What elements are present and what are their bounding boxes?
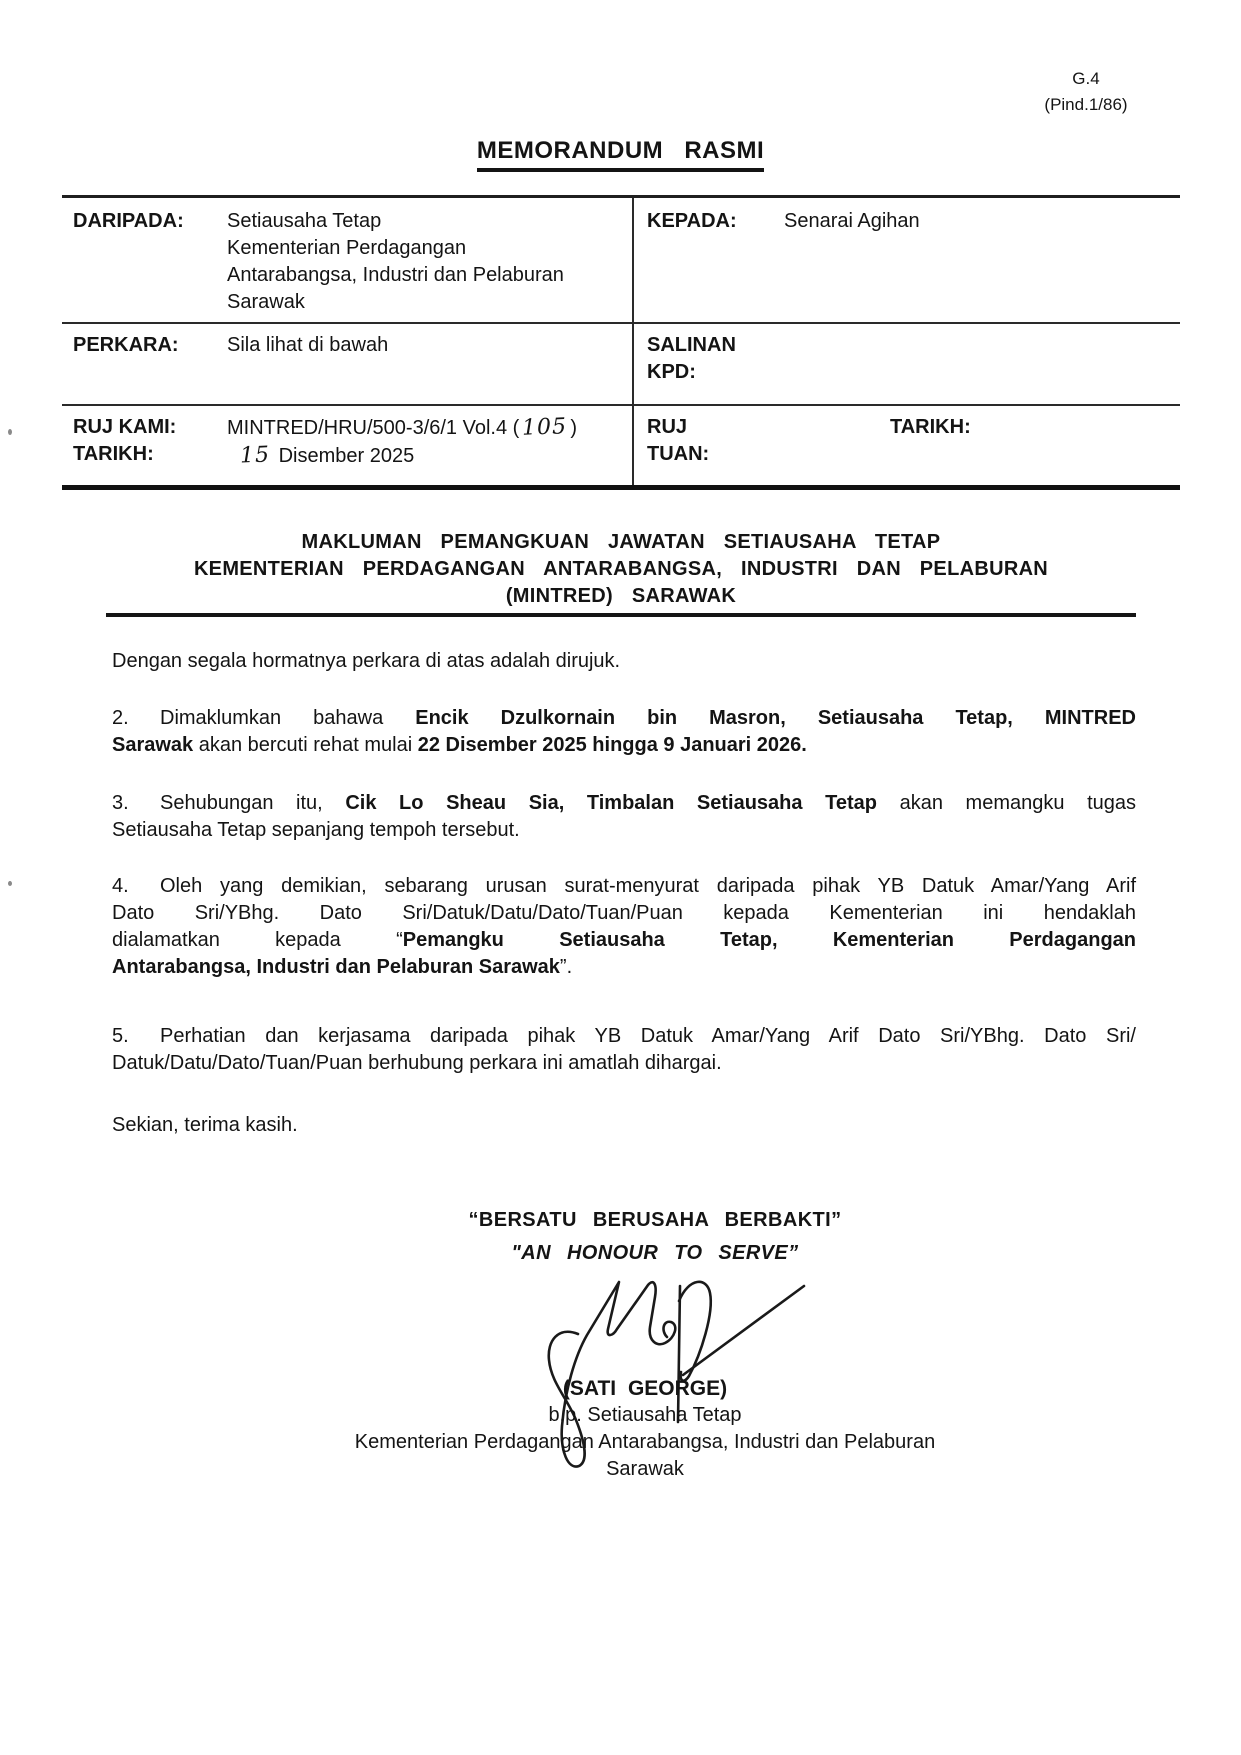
- subject-line2: KEMENTERIAN PERDAGANGAN ANTARABANGSA, INDUSTRI DAN PELABURAN: [193, 558, 1049, 580]
- cell-ruj-kami: [62, 406, 632, 485]
- tarikh-kami-value: 15 Disember 2025: [227, 442, 626, 470]
- daripada-value: [227, 208, 626, 316]
- cell-ruj-tuan: [632, 406, 1180, 485]
- daripada-line: Kementerian Perdagangan: [227, 237, 467, 259]
- handwritten-day: 15: [239, 442, 271, 469]
- table-row-perkara-salinan: [62, 324, 1180, 406]
- ruj-kami-labels: [73, 414, 227, 479]
- paragraph-line: [112, 873, 1136, 900]
- ruj-tuan-label-line2: TUAN:: [647, 443, 710, 465]
- salinan-label: [647, 332, 736, 398]
- salinan-label-line2: KPD:: [647, 361, 696, 383]
- paragraph-3: [112, 790, 1136, 844]
- paragraph-line: [112, 927, 1136, 954]
- daripada-line: Antarabangsa, Industri dan Pelaburan: [227, 264, 564, 286]
- paragraph-5: [112, 1023, 1136, 1077]
- subject-line3: (MINTRED) SARAWAK: [505, 585, 737, 607]
- paragraph-line: [112, 954, 1136, 981]
- motto-block: [135, 1207, 1175, 1267]
- tarikh-tuan-label: TARIKH:: [890, 416, 971, 438]
- paragraph-line: [112, 817, 1136, 844]
- perkara-label: PERKARA:: [73, 334, 179, 356]
- table-row-daripada-kepada: [62, 198, 1180, 324]
- paragraph-line: [112, 732, 1136, 759]
- salinan-label-line1: SALINAN: [647, 334, 736, 356]
- tarikh-kami-label: TARIKH:: [73, 443, 154, 465]
- cell-kepada: [632, 198, 1180, 322]
- paragraph-line: [112, 1050, 1136, 1077]
- paragraph-2: [112, 705, 1136, 759]
- paragraph-1: [112, 648, 1136, 675]
- signature-org-line2: Sarawak: [606, 1458, 684, 1480]
- kepada-label: KEPADA:: [647, 210, 737, 232]
- form-code: G.4: [1072, 69, 1100, 88]
- text-segment: dialamatkan kepada “: [112, 929, 403, 951]
- ruj-tuan-label-line1: RUJ: [647, 416, 688, 438]
- paragraph-number: 2.: [112, 707, 129, 729]
- page-title-text: MEMORANDUM RASMI: [477, 137, 764, 172]
- signature-on-behalf: b.p. Setiausaha Tetap: [548, 1404, 742, 1426]
- daripada-line: Sarawak: [227, 291, 305, 313]
- signature-block: [125, 1375, 1165, 1483]
- text-segment: Dato Sri/YBhg. Dato Sri/Datuk/Datu/Dato/Tuan/Puan kepada Kementerian ini hendaklah: [112, 902, 1136, 924]
- bold-text-segment: Encik Dzulkornain bin Masron, Setiausaha Tetap, MINTRED: [415, 707, 1136, 729]
- daripada-line: Setiausaha Tetap: [227, 210, 382, 232]
- paragraph-line: [112, 790, 1136, 817]
- ruj-kami-values: [227, 414, 626, 479]
- paragraph-line: [112, 648, 1136, 675]
- paragraph-line: [112, 705, 1136, 732]
- cell-perkara: [62, 324, 632, 404]
- ruj-tuan-label: [647, 414, 890, 479]
- subject-line1: MAKLUMAN PEMANGKUAN JAWATAN SETIAUSAHA TETAP: [301, 531, 941, 553]
- text-segment: Datuk/Datu/Dato/Tuan/Puan berhubung perkara ini amatlah dihargai.: [112, 1052, 722, 1074]
- closing-line: Sekian, terima kasih.: [112, 1114, 298, 1136]
- memo-header-table: [62, 195, 1180, 490]
- bold-text-segment: Cik Lo Sheau Sia, Timbalan Setiausaha Tetap: [345, 792, 877, 814]
- scan-artifact: [8, 881, 12, 886]
- text-segment: Perhatian dan kerjasama daripada pihak YB Datuk Amar/Yang Arif Dato Sri/YBhg. Dato Sri/: [160, 1025, 1136, 1047]
- bold-text-segment: 22 Disember 2025 hingga 9 Januari 2026.: [417, 734, 807, 756]
- bold-text-segment: Sarawak: [112, 734, 194, 756]
- perkara-value: Sila lihat di bawah: [227, 334, 389, 356]
- ruj-kami-value: MINTRED/HRU/500-3/6/1 Vol.4 ( 105 ): [227, 414, 577, 441]
- memo-body: [112, 648, 1136, 1139]
- text-segment: Dengan segala hormatnya perkara di atas adalah dirujuk.: [112, 650, 621, 672]
- paragraph-line: [112, 1023, 1136, 1050]
- signatory-name: (SATI GEORGE): [562, 1377, 728, 1400]
- form-revision: (Pind.1/86): [1044, 95, 1128, 114]
- bold-text-segment: Antarabangsa, Industri dan Pelaburan Sarawak: [112, 956, 560, 978]
- paragraph-number: 3.: [112, 792, 129, 814]
- text-segment: Sehubungan itu,: [160, 792, 346, 814]
- text-segment: akan memangku tugas: [876, 792, 1136, 814]
- cell-salinan-kpd: [632, 324, 1180, 404]
- signature-org-line1: Kementerian Perdagangan Antarabangsa, Industri dan Pelaburan: [354, 1431, 936, 1453]
- scan-artifact: [8, 429, 12, 435]
- motto-line1: “BERSATU BERUSAHA BERBAKTI”: [468, 1209, 842, 1231]
- paragraph-number: 5.: [112, 1025, 129, 1047]
- handwritten-reference-number: 105: [521, 414, 568, 441]
- daripada-label: DARIPADA:: [73, 210, 184, 232]
- paragraphs: [112, 648, 1136, 1077]
- paragraph-4: [112, 873, 1136, 981]
- text-segment: Oleh yang demikian, sebarang urusan surat-menyurat daripada pihak YB Datuk Amar/Yang Arif: [160, 875, 1136, 897]
- kepada-value: Senarai Agihan: [784, 210, 920, 232]
- form-code-block: [1020, 66, 1152, 118]
- table-row-ruj-tarikh: [62, 406, 1180, 485]
- paragraph-number: 4.: [112, 875, 129, 897]
- text-segment: Setiausaha Tetap sepanjang tempoh tersebut.: [112, 819, 520, 841]
- page-title: [0, 137, 1241, 165]
- ruj-kami-label: RUJ KAMI:: [73, 416, 177, 438]
- text-segment: akan bercuti rehat mulai: [193, 734, 418, 756]
- paragraph-line: [112, 900, 1136, 927]
- bold-text-segment: Pemangku Setiausaha Tetap, Kementerian Perdagangan: [402, 929, 1136, 951]
- subject-heading: [106, 529, 1136, 617]
- text-segment: ”.: [559, 956, 573, 978]
- motto-line2: "AN HONOUR TO SERVE”: [511, 1242, 799, 1264]
- cell-daripada: [62, 198, 632, 322]
- text-segment: Dimaklumkan bahawa: [160, 707, 416, 729]
